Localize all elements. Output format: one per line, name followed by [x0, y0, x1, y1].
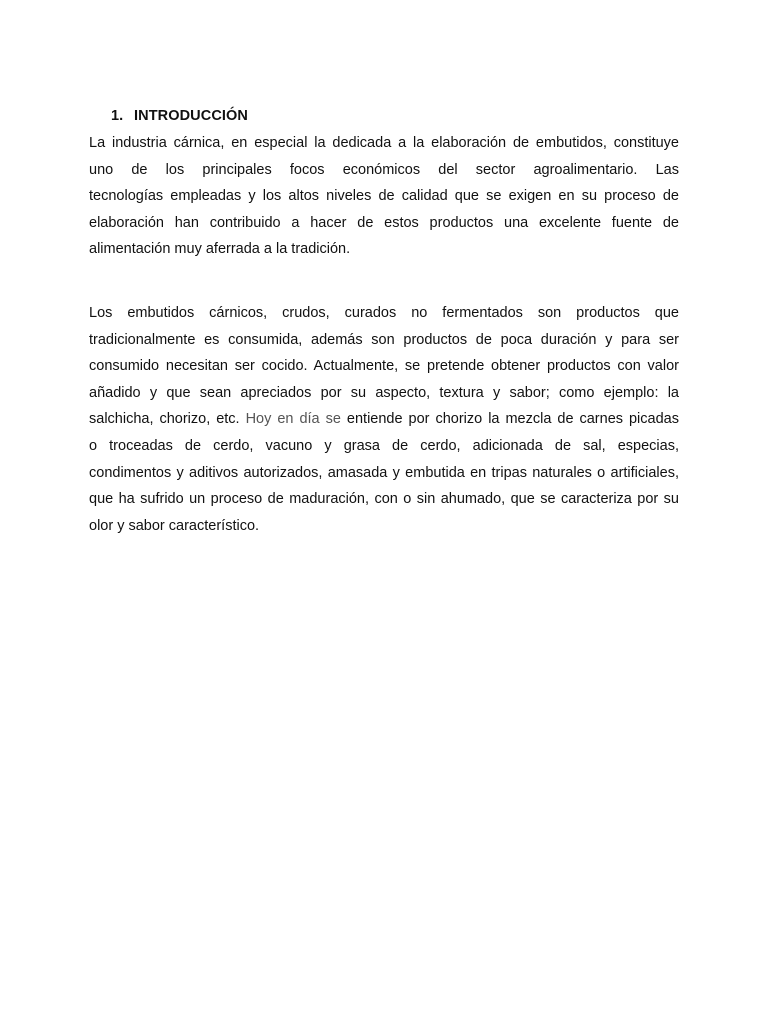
text-line: tecnologías empleadas y los altos niveles de calidad que se exigen en su proceso de: [89, 188, 679, 205]
section-title: INTRODUCCIÓN: [134, 108, 248, 124]
text-line: que ha sufrido un proceso de maduración, con o sin ahumado, que se caracteriza por su: [89, 491, 679, 508]
text-line: olor y sabor característico.: [89, 517, 260, 534]
paragraph-intro: [89, 130, 679, 263]
text-line: elaboración han contribuido a hacer de estos productos una excelente fuente de: [89, 214, 679, 231]
section-number: 1.: [111, 108, 124, 124]
section-heading: [111, 106, 248, 126]
text-segment: salchicha, chorizo, etc.: [89, 411, 240, 428]
text-line: La industria cárnica, en especial la dedicada a la elaboración de embutidos, constituye: [89, 135, 679, 151]
text-line: alimentación muy aferrada a la tradición.: [89, 241, 351, 258]
text-line: uno de los principales focos económicos del sector agroalimentario. Las: [89, 161, 679, 178]
text-line-mixed: [89, 406, 679, 433]
text-line: condimentos y aditivos autorizados, amasada y embutida en tripas naturales o artificiales,: [89, 464, 679, 481]
text-line: consumido necesitan ser cocido. Actualmente, se pretende obtener productos con valor: [89, 358, 679, 375]
text-line: Los embutidos cárnicos, crudos, curados no fermentados son productos que: [89, 305, 679, 321]
text-line: o troceadas de cerdo, vacuno y grasa de cerdo, adicionada de sal, especias,: [89, 437, 679, 454]
highlighted-phrase: Hoy en día se: [245, 411, 341, 428]
text-segment: entiende por chorizo la mezcla de carnes picadas: [346, 411, 679, 428]
text-line: tradicionalmente es consumida, además son productos de poca duración y para ser: [89, 331, 679, 348]
text-line: añadido y que sean apreciados por su aspecto, textura y sabor; como ejemplo: la: [89, 384, 679, 401]
paragraph-embutidos: [89, 300, 679, 539]
